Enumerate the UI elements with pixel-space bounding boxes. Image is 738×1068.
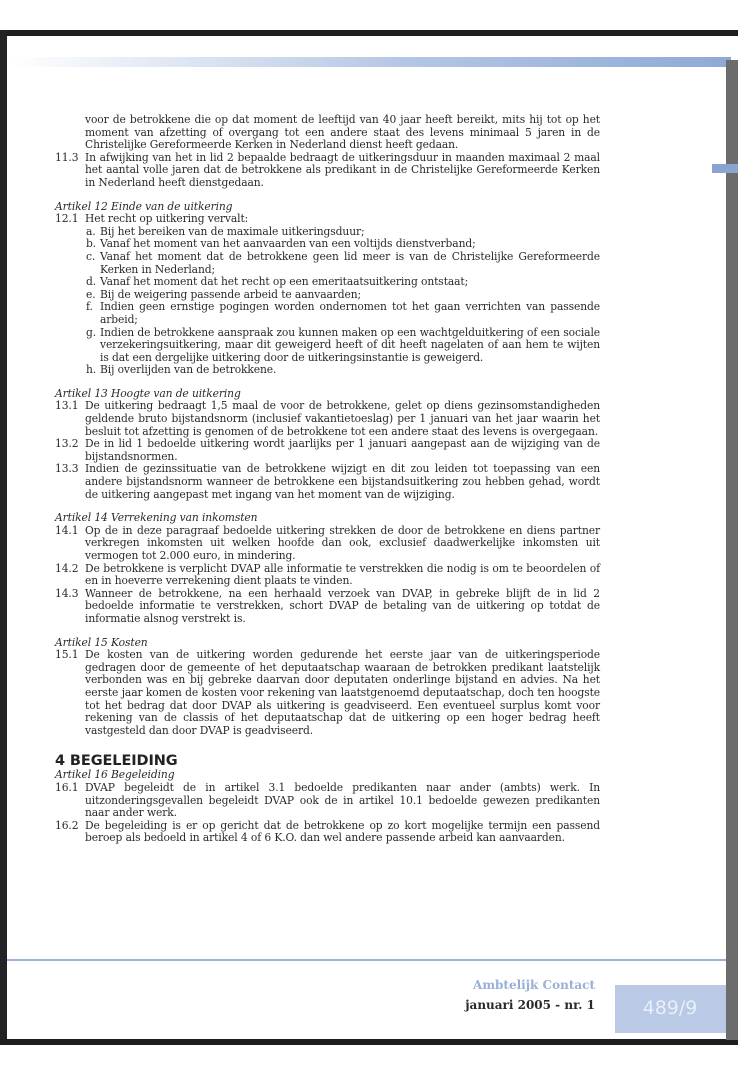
list-marker: a. [86, 224, 96, 238]
article-12-title: Artikel 12 Einde van de uitkering [55, 199, 233, 213]
clause-15-1 [55, 649, 600, 737]
list-marker: h. [86, 363, 97, 377]
list-item-c [55, 251, 600, 276]
clause-14-2 [55, 563, 600, 588]
clause-number: 13.1 [55, 399, 79, 413]
list-marker: g. [86, 325, 97, 339]
footer-rule [7, 959, 726, 961]
article-13-title: Artikel 13 Hoogte van de uitkering [55, 386, 241, 400]
clause-text: De in lid 1 bedoelde uitkering wordt jaarlijks per 1 januari aangepast aan de wijziging van de bijstandsnormen. [85, 437, 600, 463]
clause-text: De uitkering bedraagt 1,5 maal de voor de betrokkene, gelet op diens gezinsomstandigheden geldende bruto bijstandsnorm (inclusief vakantietoeslag) per 1 januari van het jaar waarin het besluit tot afzetting is genomen of de betrokkene tot een andere staat des levens is overgegaan. [85, 399, 600, 438]
clause-16-1 [55, 782, 600, 820]
bottom-border [0, 1039, 738, 1045]
clause-text: Indien de gezinssituatie van de betrokkene wijzigt en dit zou leiden tot toepassing van een andere bijstandsnorm wanneer de betrokkene een bijstandsuitkering zou hebben gehad, wordt de uitkering aangepast met ingang van het moment van de wijziging. [85, 462, 600, 501]
clause-11-3 [55, 152, 600, 190]
document-body [55, 114, 600, 845]
clause-number: 11.3 [55, 150, 79, 164]
list-item-h [55, 364, 600, 377]
clause-number: 14.3 [55, 586, 79, 600]
list-marker: e. [86, 287, 96, 301]
list-text: Vanaf het moment van het aanvaarden van een voltijds dienstverband; [100, 237, 476, 251]
page-number: 489/9 [642, 997, 698, 1019]
list-text: Vanaf het moment dat het recht op een emeritaatsuitkering ontstaat; [100, 275, 469, 289]
clause-14-1 [55, 525, 600, 563]
clause-text: Wanneer de betrokkene, na een herhaald verzoek van DVAP, in gebreke blijft de in lid 2 bedoelde informatie te verstrekken, schort DVAP de betaling van de uitkering op totdat de informatie alsnog verstrekt is. [85, 586, 600, 625]
right-edge-shadow [726, 60, 738, 1040]
list-text: Bij de weigering passende arbeid te aanvaarden; [100, 287, 361, 301]
clause-13-3 [55, 463, 600, 501]
clause-number: 16.2 [55, 818, 79, 832]
top-border [0, 30, 738, 36]
clause-text: In afwijking van het in lid 2 bepaalde bedraagt de uitkeringsduur in maanden maximaal 2 maal het aantal volle jaren dat de betrokkene als predikant in de Christelijke Gereformeerde Kerken in Nederland heeft dienstgedaan. [85, 150, 600, 189]
list-text: Bij overlijden van de betrokkene. [100, 363, 277, 377]
magazine-title: Ambtelijk Contact [473, 978, 595, 992]
clause-text: Op de in deze paragraaf bedoelde uitkering strekken de door de betrokkene en diens partner verkregen inkomsten uit welken hoofde dan ook, exclusief daadwerkelijke inkomsten uit vermogen tot 2.000 euro, in mindering. [85, 523, 600, 562]
left-border [0, 30, 7, 1045]
clause-13-1 [55, 400, 600, 438]
clause-number: 16.1 [55, 780, 79, 794]
clause-13-2 [55, 438, 600, 463]
clause-number: 15.1 [55, 648, 79, 662]
issue-date: januari 2005 - nr. 1 [465, 998, 595, 1012]
list-marker: b. [86, 237, 97, 251]
list-marker: f. [86, 300, 93, 314]
list-item-g [55, 327, 600, 365]
clause-number: 12.1 [55, 212, 79, 226]
list-text: Bij het bereiken van de maximale uitkeringsduur; [100, 224, 365, 238]
clause-number: 14.1 [55, 523, 79, 537]
clause-16-2 [55, 820, 600, 845]
clause-text: De begeleiding is er op gericht dat de betrokkene op zo kort mogelijke termijn een passend beroep als bedoeld in artikel 4 of 6 K.O. dan wel andere passende arbeid kan aanvaarden. [85, 818, 600, 845]
list-text: Vanaf het moment dat de betrokkene geen lid meer is van de Christelijke Gereformeerde Kerken in Nederland; [100, 249, 600, 276]
page-tab-marker [712, 164, 738, 173]
article-15-title: Artikel 15 Kosten [55, 635, 148, 649]
clause-text: De betrokkene is verplicht DVAP alle informatie te verstrekken die nodig is om te beoordelen of en in hoeverre verrekening dient plaats te vinden. [85, 561, 600, 588]
clause-number: 13.2 [55, 437, 79, 451]
intro-paragraph: voor de betrokkene die op dat moment de leeftijd van 40 jaar heeft bereikt, mits hij tot op het moment van afzetting of overgang tot een andere staat des levens minimaal 5 jaren in de Christelijke Gereformeerde Kerken in Nederland dienst heeft gedaan. [85, 113, 600, 152]
list-text: Indien geen ernstige pogingen worden ondernomen tot het gaan verrichten van passende arbeid; [100, 300, 600, 326]
article-16-title: Artikel 16 Begeleiding [55, 768, 175, 782]
list-marker: c. [86, 249, 96, 263]
clause-text: DVAP begeleidt de in artikel 3.1 bedoelde predikanten naar ander (ambts) werk. In uitzonderingsgevallen begeleidt DVAP ook de in artikel 10.1 bedoelde gewezen predikanten naar ander werk. [85, 780, 600, 820]
list-marker: d. [86, 275, 97, 289]
article-14-title: Artikel 14 Verrekening van inkomsten [55, 511, 258, 525]
clause-text: Het recht op uitkering vervalt: [85, 212, 249, 226]
list-item-f [55, 301, 600, 326]
section-heading: 4 BEGELEIDING [55, 753, 178, 770]
clause-text: De kosten van de uitkering worden gedurende het eerste jaar van de uitkeringsperiode gedragen door de gemeente of het deputaatschap waaraan de betrokken predikant laatstelijk verbonden was en bij gebreke daarvan door deputaten onderlinge bijstand en advies. Na het eerste jaar komen de kosten voor rekening van laatstgenoemd deputaatschap, doch ten hoogste tot het bedrag dat door DVAP als uitkering is geadviseerd. Een eventueel surplus komt voor rekening van de classis of het deputaatschap dat de uitkering op een hoger bedrag heeft vastgesteld dan door DVAP is geadviseerd. [85, 648, 600, 737]
clause-14-3 [55, 588, 600, 626]
list-text: Indien de betrokkene aanspraak zou kunnen maken op een wachtgelduitkering of een sociale verzekeringsuitkering, maar dit geweigerd heeft of dit heeft nagelaten of aan hem te wijten is dat een dergelijke uitkering door de uitkeringsinstantie is geweigerd. [100, 325, 600, 364]
clause-number: 14.2 [55, 561, 79, 575]
header-gradient-band [9, 57, 731, 67]
clause-number: 13.3 [55, 462, 79, 476]
